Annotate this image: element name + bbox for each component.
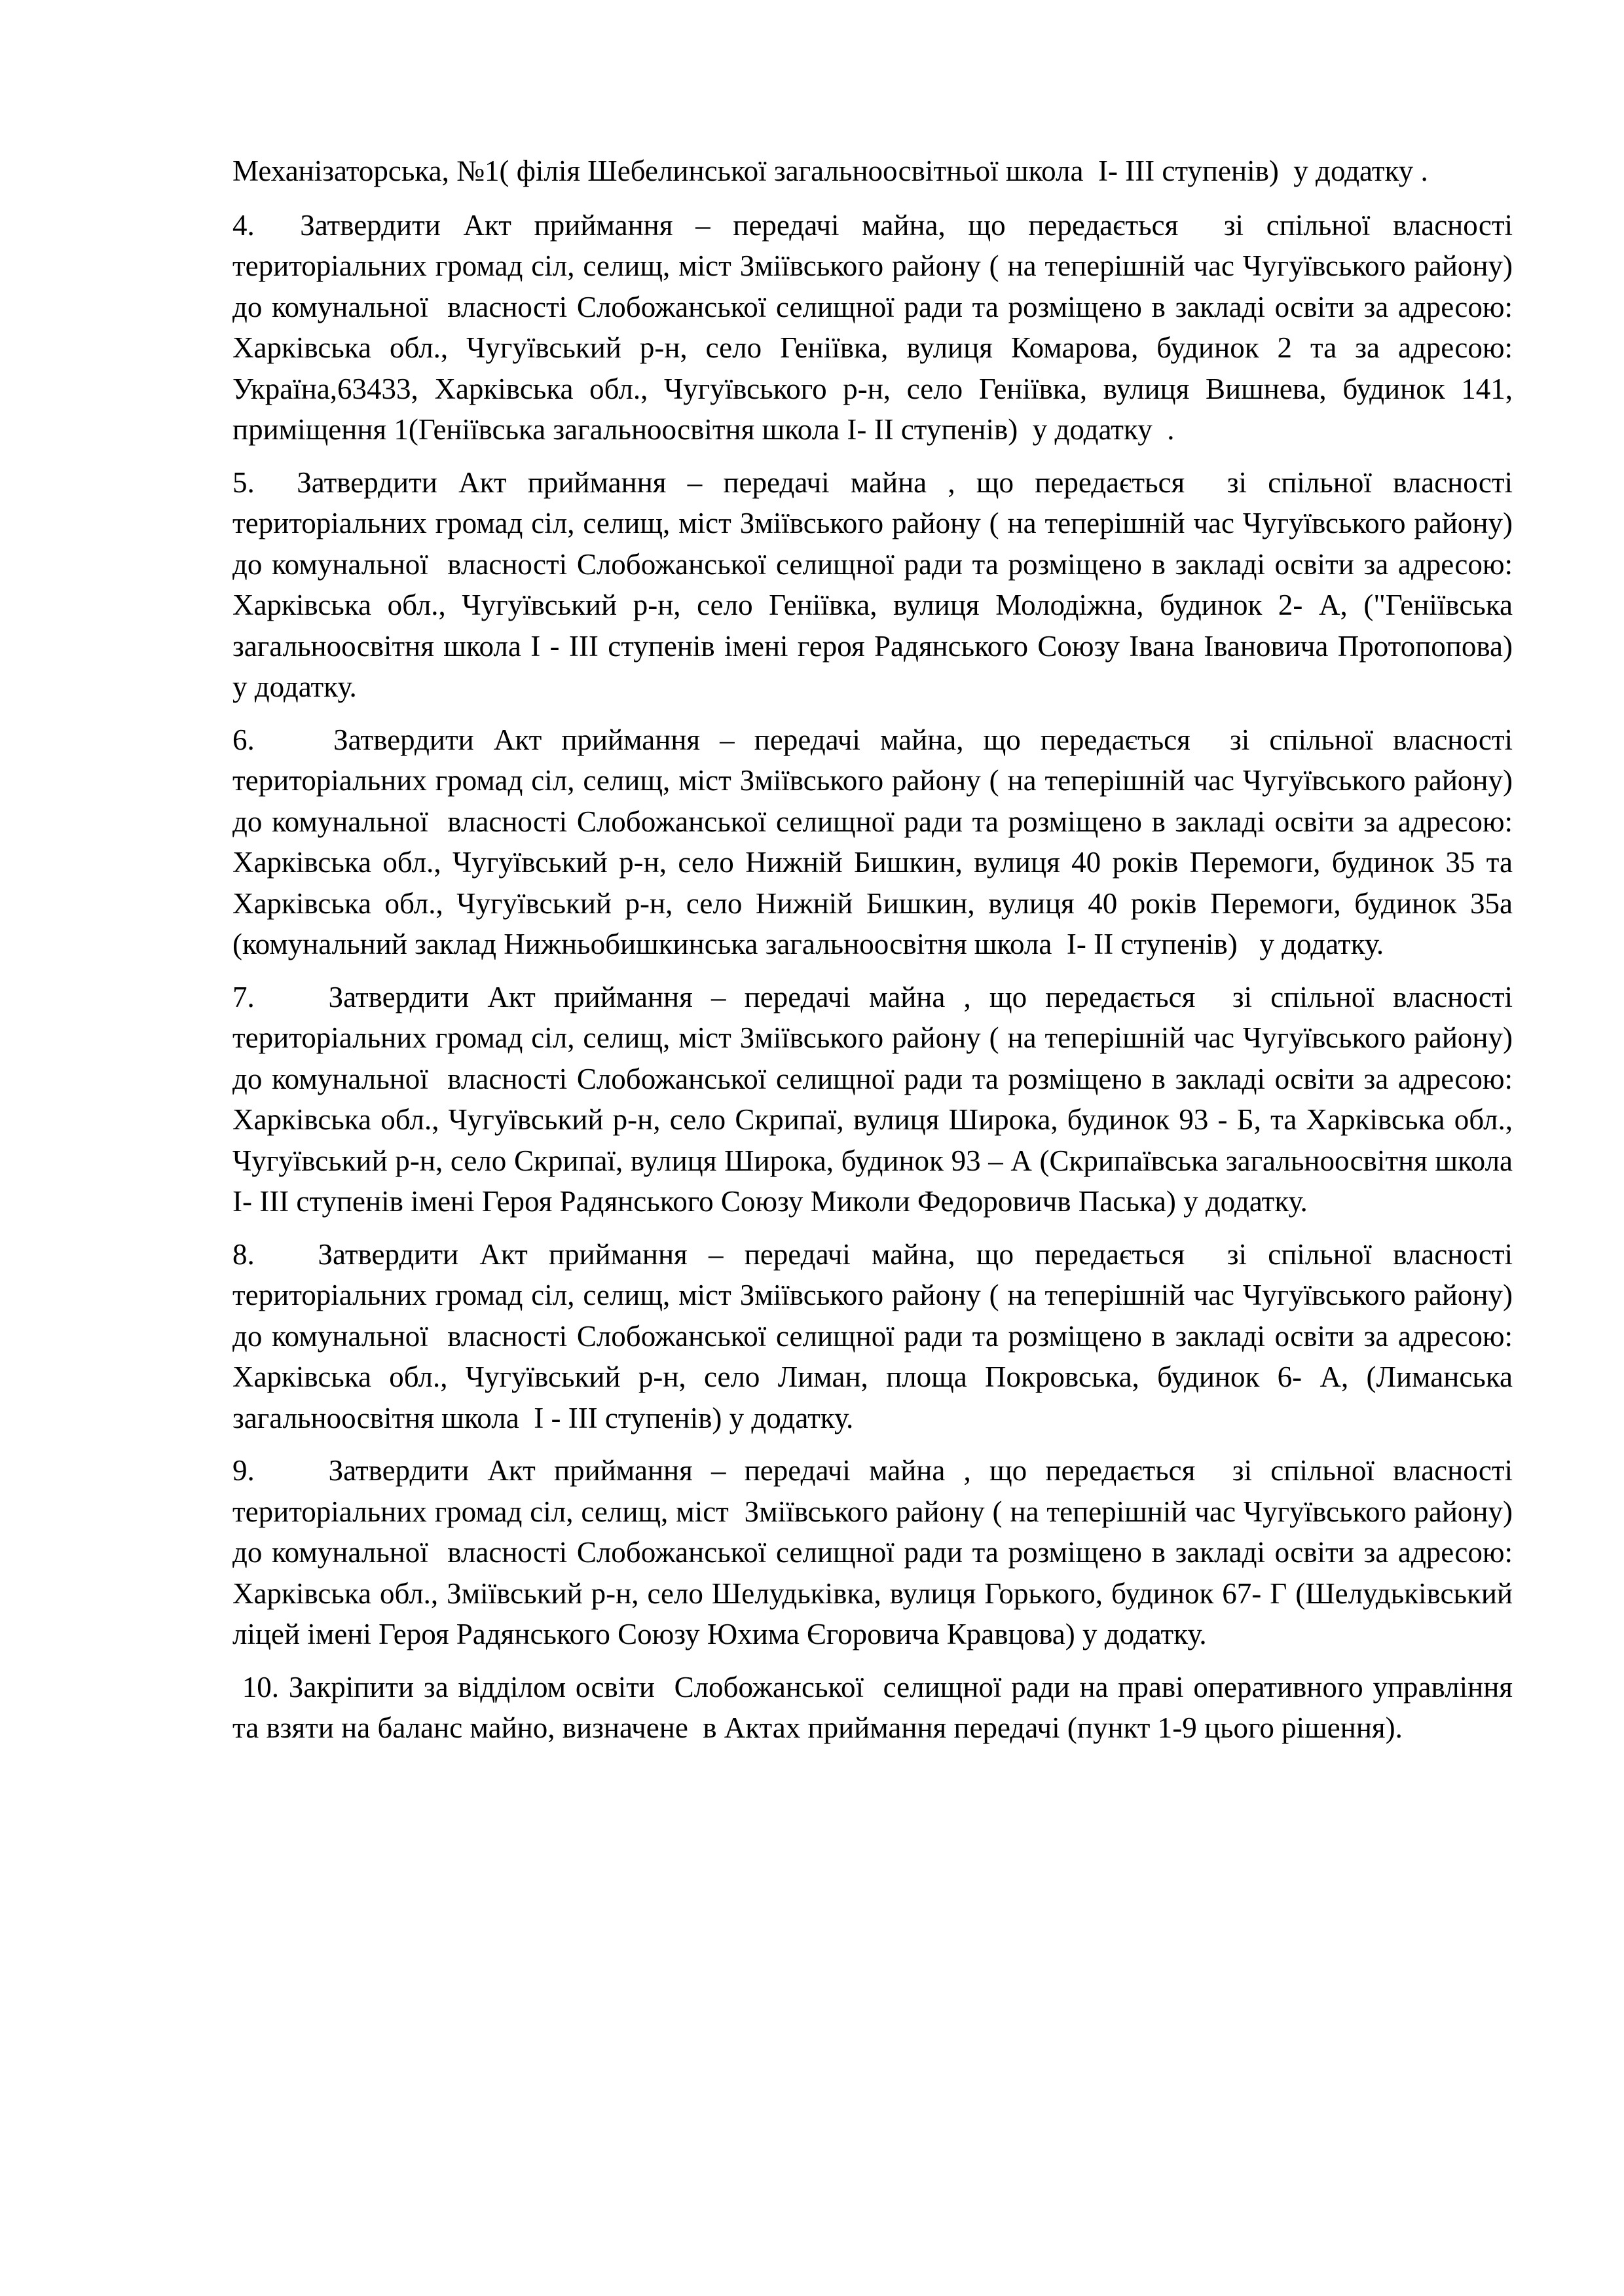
document-page <box>232 151 1535 1760</box>
item-number: 5. <box>232 465 255 499</box>
continuation-paragraph: Механізаторська, №1( філія Шебелинської загальноосвітньої школа І- ІІІ ступенів) у додатку . <box>232 155 1428 187</box>
item-number: 6. <box>232 723 255 756</box>
item-8-paragraph <box>232 1234 1535 1439</box>
item-9-paragraph <box>232 1450 1521 1655</box>
item-text: Затвердити Акт приймання – передачі майна, що передається зі спільної власності територіальних громад сіл, селищ, міст Зміївського району ( на теперішній час Чугуївського району) до комунальної власності Слобожанської селищної ради та розміщено в закладі освіти за адресою: Харківська обл., Чугуївський р-н, село Лиман, площа Покровська, будинок 6- А, (Лиманська загальноосвітня школа І - ІІІ ступенів) у додатку. <box>232 1237 1535 1434</box>
item-number: 7. <box>232 980 255 1013</box>
item-6-paragraph <box>232 720 1521 965</box>
item-text: Закріпити за відділом освіти Слобожанської селищної ради на праві оперативного управління та взяти на баланс майно, визначене в Актах приймання передачі (пункт 1-9 цього рішення). <box>232 1670 1521 1744</box>
item-number: 4. <box>232 208 255 242</box>
item-10-paragraph <box>232 1667 1521 1749</box>
item-number: 10. <box>242 1670 280 1704</box>
item-text: Затвердити Акт приймання – передачі майна , що передається зі спільної власності територіальних громад сіл, селищ, міст Зміївського району ( на теперішній час Чугуївського району) до комунальної власності Слобожанської селищної ради та розміщено в закладі освіти за адресою: Харківська обл., Чугуївський р-н, село Скрипаї, вулиця Широка, будинок 93 - Б, та Харківська обл., Чугуївський р-н, село Скрипаї, вулиця Широка, будинок 93 – А (Скрипаївська загальноосвітня школа І- ІІІ ступенів імені Героя Радянського Союзу Миколи Федоровичв Паська) у додатку. <box>232 980 1528 1218</box>
item-text: Затвердити Акт приймання – передачі майна , що передається зі спільної власності територіальних громад сіл, селищ, міст Зміївського району ( на теперішній час Чугуївського району) до комунальної власності Слобожанської селищної ради та розміщено в закладі освіти за адресою: Харківська обл., Зміївський р-н, село Шелудьківка, вулиця Горького, будинок 67- Г (Шелудьківський ліцей імені Героя Радянського Союзу Юхима Єгоровича Кравцова) у додатку. <box>232 1454 1521 1650</box>
item-7-paragraph <box>232 977 1528 1222</box>
item-number: 8. <box>232 1237 255 1271</box>
item-number: 9. <box>232 1454 255 1487</box>
item-text: Затвердити Акт приймання – передачі майна, що передається зі спільної власності територіальних громад сіл, селищ, міст Зміївського району ( на теперішній час Чугуївського району) до комунальної власності Слобожанської селищної ради та розміщено в закладі освіти за адресою: Харківська обл., Чугуївський р-н, село Нижній Бишкин, вулиця 40 років Перемоги, будинок 35 та Харківська обл., Чугуївський р-н, село Нижній Бишкин, вулиця 40 років Перемоги, будинок 35а (комунальний заклад Нижньобишкинська загальноосвітня школа І- ІІ ступенів) у додатку. <box>232 723 1521 960</box>
item-text: Затвердити Акт приймання – передачі майна , що передається зі спільної власності територіальних громад сіл, селищ, міст Зміївського району ( на теперішній час Чугуївського району) до комунальної власності Слобожанської селищної ради та розміщено в закладі освіти за адресою: Харківська обл., Чугуївський р-н, село Геніївка, вулиця Молодіжна, будинок 2- А, ("Геніївська загальноосвітня школа І - ІІІ ступенів імені героя Радянського Союзу Івана Івановича Протопопова) у додатку. <box>232 465 1528 703</box>
item-5-paragraph <box>232 462 1528 708</box>
item-text: Затвердити Акт приймання – передачі майна, що передається зі спільної власності територіальних громад сіл, селищ, міст Зміївського району ( на теперішній час Чугуївського району) до комунальної власності Слобожанської селищної ради та розміщено в закладі освіти за адресою: Харківська обл., Чугуївський р-н, село Геніївка, вулиця Комарова, будинок 2 та за адресою: Україна,63433, Харківська обл., Чугуївського р-н, село Геніївка, вулиця Вишнева, будинок 141, приміщення 1(Геніївська загальноосвітня школа І- ІІ ступенів) у додатку . <box>232 208 1528 446</box>
item-4-paragraph <box>232 205 1528 450</box>
